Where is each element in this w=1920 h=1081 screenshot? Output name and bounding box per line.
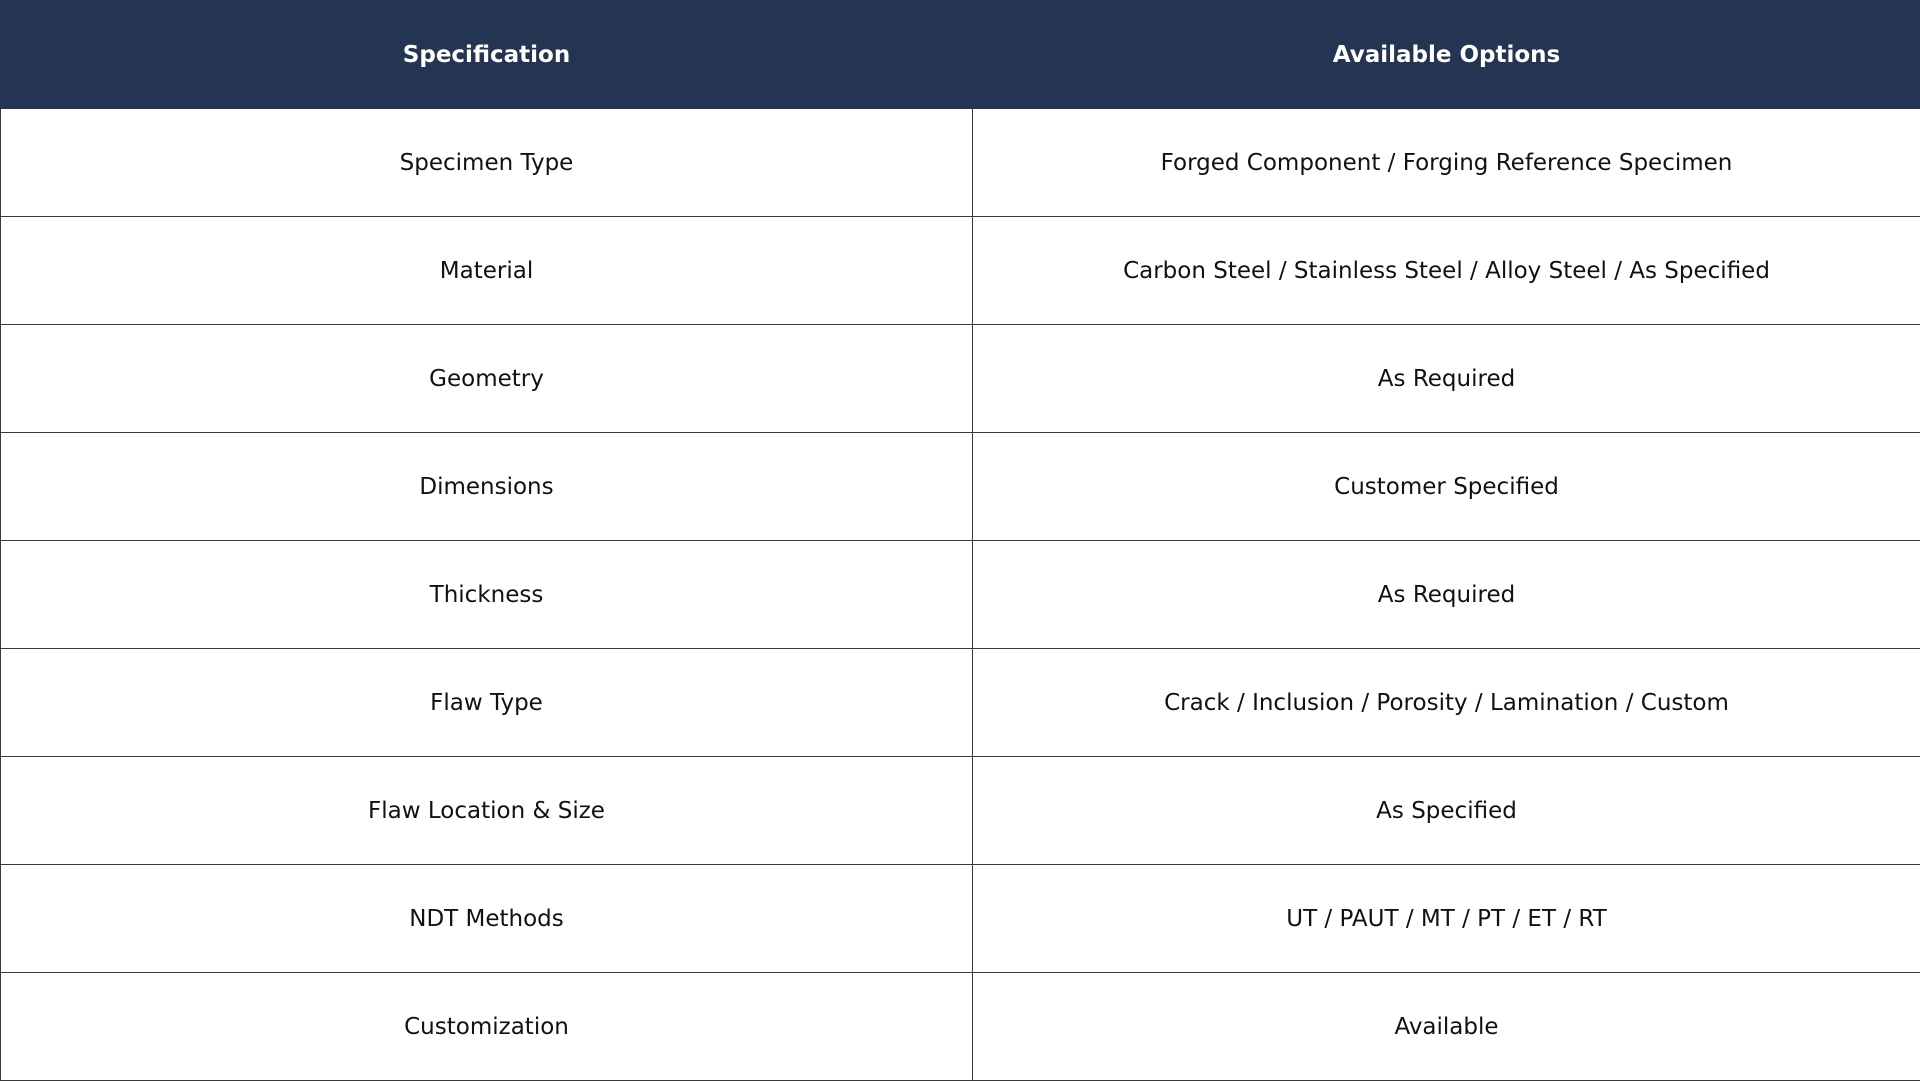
header-available-options: Available Options	[973, 1, 1920, 109]
option-cell: Crack / Inclusion / Porosity / Lamination / Custom	[973, 649, 1920, 757]
table-row	[1, 109, 1920, 217]
option-cell: As Specified	[973, 757, 1920, 865]
spec-cell: NDT Methods	[1, 865, 973, 973]
spec-cell: Thickness	[1, 541, 973, 649]
spec-cell: Flaw Location & Size	[1, 757, 973, 865]
table-row	[1, 973, 1920, 1081]
table-header-row	[1, 1, 1920, 109]
option-cell: UT / PAUT / MT / PT / ET / RT	[973, 865, 1920, 973]
option-cell: Forged Component / Forging Reference Specimen	[973, 109, 1920, 217]
spec-cell: Customization	[1, 973, 973, 1081]
option-cell: As Required	[973, 325, 1920, 433]
table-row	[1, 649, 1920, 757]
spec-cell: Geometry	[1, 325, 973, 433]
table-row	[1, 433, 1920, 541]
header-specification: Specification	[1, 1, 973, 109]
spec-cell: Flaw Type	[1, 649, 973, 757]
table-row	[1, 541, 1920, 649]
table-row	[1, 325, 1920, 433]
option-cell: As Required	[973, 541, 1920, 649]
option-cell: Carbon Steel / Stainless Steel / Alloy Steel / As Specified	[973, 217, 1920, 325]
option-cell: Available	[973, 973, 1920, 1081]
option-cell: Customer Specified	[973, 433, 1920, 541]
spec-cell: Dimensions	[1, 433, 973, 541]
spec-cell: Material	[1, 217, 973, 325]
table-row	[1, 217, 1920, 325]
table-row	[1, 757, 1920, 865]
spec-cell: Specimen Type	[1, 109, 973, 217]
table-row	[1, 865, 1920, 973]
